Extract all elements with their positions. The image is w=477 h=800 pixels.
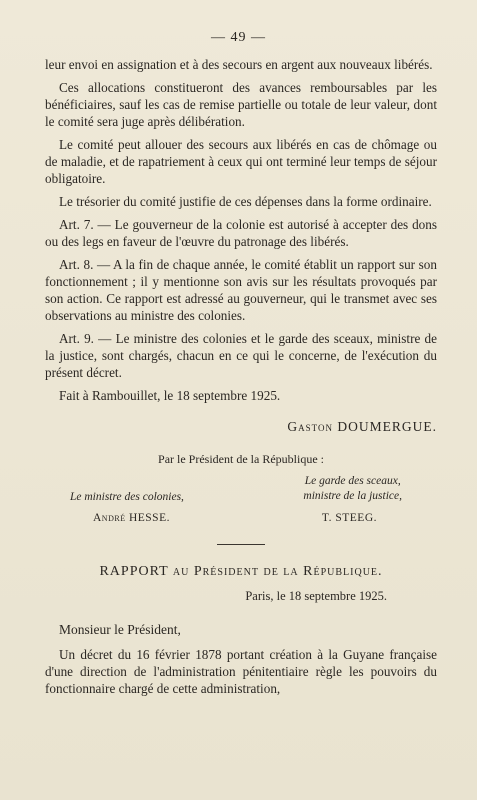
rapport-president: Président [193, 564, 259, 579]
garde-line-1: Le garde des sceaux, [304, 475, 401, 487]
salutation: Monsieur le Président, [59, 622, 181, 637]
paragraph-tresorier: Le trésorier du comité justifie de ces dépenses dans la forme ordinaire. [59, 194, 432, 209]
page-number: — 49 — [211, 30, 266, 45]
president-signature: Gaston DOUMERGUE. [287, 419, 437, 434]
ministers-signatures [45, 474, 437, 536]
article-7: Art. 7. — Le gouverneur de la colonie est autorisé à accepter des dons ou des legs en faveur de l'œuvre du patronage des libérés. [45, 217, 437, 249]
paragraph-continuation: leur envoi en assignation et à des secours en argent aux nouveaux libérés. [45, 57, 433, 72]
rapport-republique: République. [303, 564, 383, 579]
rapport-heading [45, 563, 437, 580]
rapport-word: RAPPORT [99, 564, 169, 579]
section-divider [217, 544, 265, 545]
rapport-date: Paris, le 18 septembre 1925. [245, 589, 387, 603]
decree-dateline: Fait à Rambouillet, le 18 septembre 1925. [59, 388, 281, 403]
paragraph-allocations: Ces allocations constitueront des avances remboursables par les bénéficiaires, sauf les cas de remise partielle ou totale de leur valeur, dont le comité sera juge après délibération. [45, 80, 437, 129]
paragraph-secours: Le comité peut allouer des secours aux libérés en cas de chômage ou de maladie, et de rapatriement à ceux qui ont terminé leur temps de séjour obligatoire. [45, 137, 437, 186]
article-9: Art. 9. — Le ministre des colonies et le garde des sceaux, ministre de la justice, sont chargés, chacun en ce qui le concerne, de l'exécution du présent décret. [45, 331, 437, 380]
rapport-au: au [172, 564, 190, 579]
document-body [45, 56, 437, 703]
signatory-steeg: T. STEEG. [321, 512, 377, 524]
paragraph-guyane: Un décret du 16 février 1878 portant création à la Guyane française d'une direction de l'administration pénitentiaire règle les pouvoirs du fonctionnaire chargé de cette administration, [45, 647, 437, 696]
garde-line-2: ministre de la justice, [303, 490, 402, 502]
garde-des-sceaux-title [303, 474, 402, 504]
signatory-hesse: André HESSE. [93, 512, 170, 524]
rapport-de-la: de la [263, 564, 299, 579]
par-le-president: Par le Président de la République : [158, 452, 324, 466]
article-8: Art. 8. — A la fin de chaque année, le comité établit un rapport sur son fonctionnement ; il y mentionne son avis sur les résultats provoqués par son action. Ce rapport est adressé au gouverneur, qui le transmet avec ses observations au ministre des colonies. [45, 257, 437, 323]
ministre-colonies-title: Le ministre des colonies, [70, 491, 184, 503]
